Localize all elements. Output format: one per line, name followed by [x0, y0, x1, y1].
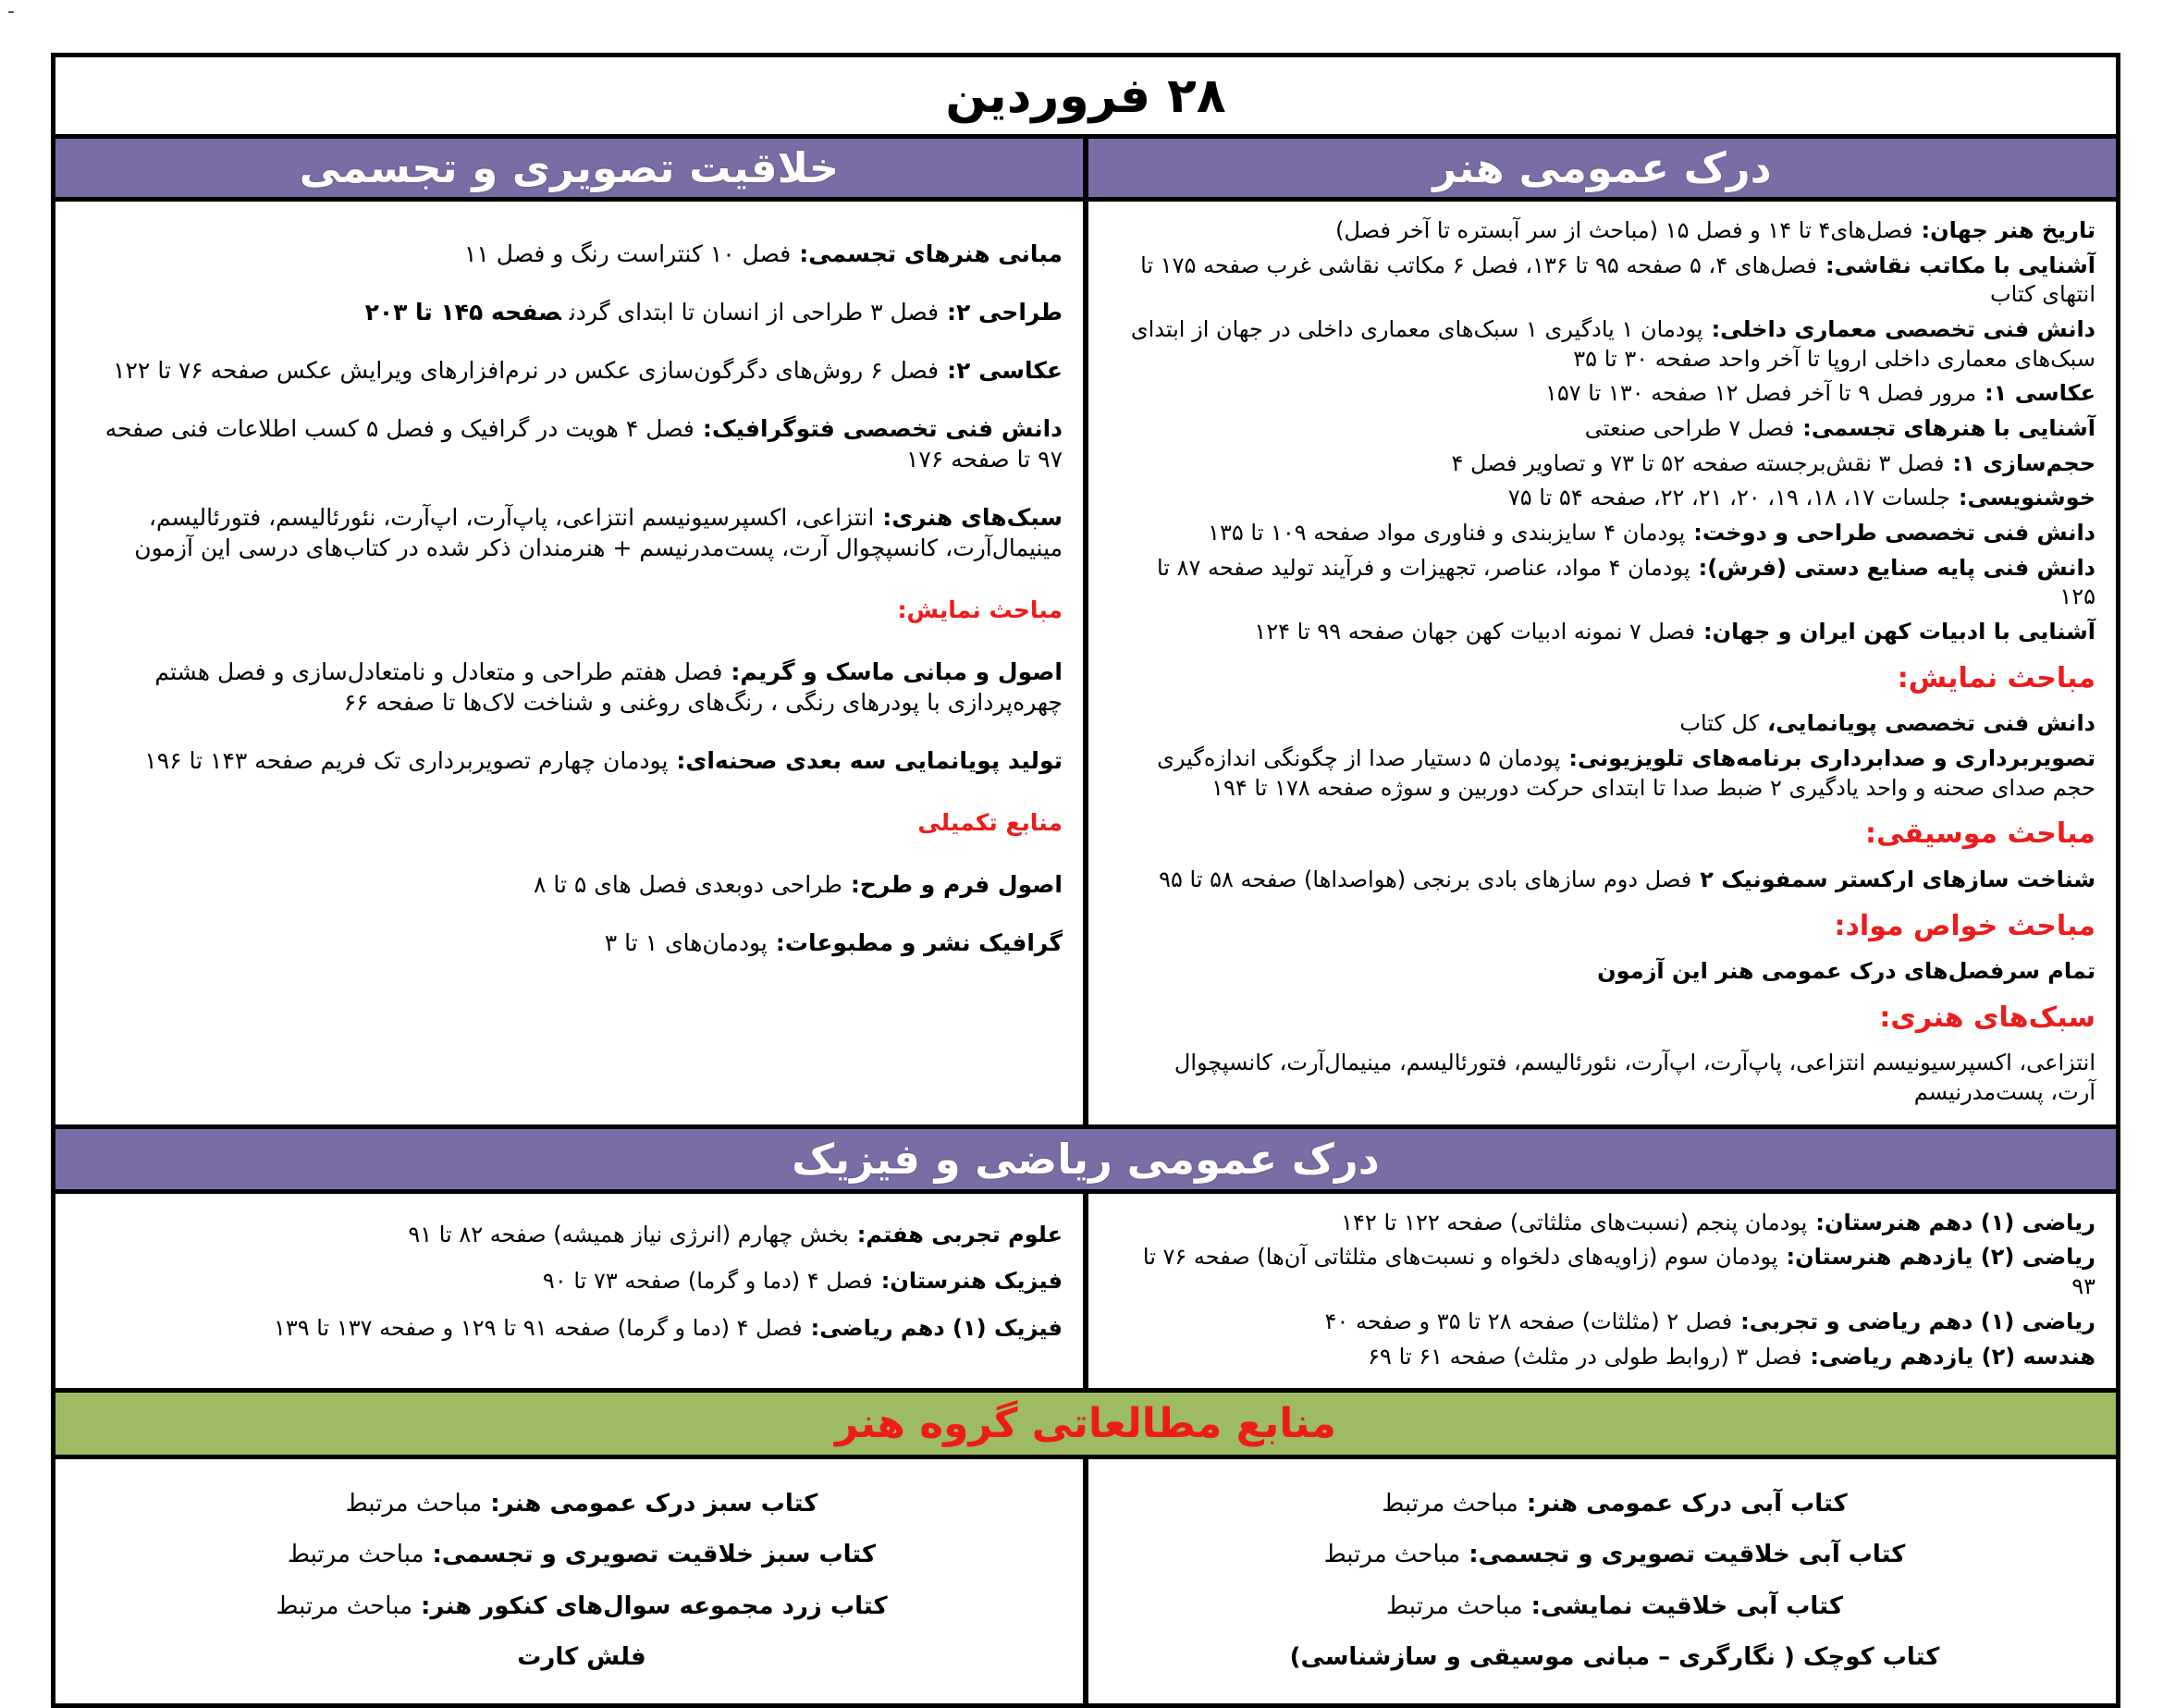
item-book: کتاب زرد مجموعه سوال‌های کنکور هنر:: [421, 1591, 888, 1620]
item-detail: فصل ۴ (دما و گرما) صفحه ۷۳ تا ۹۰: [542, 1268, 873, 1295]
main-content-row: [55, 202, 2116, 1129]
header-math-physics-label: درک عمومی ریاضی و فیزیک: [792, 1134, 1380, 1184]
list-item: [1125, 379, 2095, 409]
list-item: [1125, 709, 2095, 739]
list-item: [1125, 908, 2095, 945]
list-item: [92, 502, 1063, 563]
item-subject: گرافیک نشر و مطبوعات:: [775, 929, 1063, 956]
list-item: [1125, 1049, 2095, 1107]
list-item: [1125, 957, 2095, 987]
list-item: [1125, 449, 2095, 479]
column-visual-creativity: [55, 202, 1088, 1124]
item-detail: فصل ۷ نمونه ادبیات کهن جهان صفحه ۹۹ تا ۱۲۴: [1254, 619, 1695, 645]
item-detail: پودمان‌های ۱ تا ۳: [604, 929, 768, 956]
item-detail: فصل ۴ هویت در گرافیک و فصل ۵ کسب اطلاعات فنی صفحه ۹۷ تا صفحه ۱۷۶: [104, 415, 1063, 473]
list-item: [1125, 660, 2095, 697]
item-detail: پودمان چهارم تصویربرداری تک فریم صفحه ۱۴۳ تا ۱۹۶: [144, 747, 669, 774]
list-item: [92, 1221, 1063, 1250]
item-detail: کل کتاب: [1679, 710, 1760, 737]
list-item: [92, 1539, 1063, 1570]
item-detail: مباحث مرتبط: [1386, 1591, 1523, 1620]
list-item: [92, 239, 1063, 269]
list-item: [92, 1591, 1063, 1622]
header-visual-creativity: [55, 139, 1088, 197]
item-subject: شناخت سازهای ارکستر سمفونیک ۲: [1700, 866, 2095, 892]
item-detail: فصل ۱۰ کنتراست رنگ و فصل ۱۱: [463, 240, 792, 267]
item-book: کتاب کوچک ( نگارگری – مبانی موسیقی و سازشناسی): [1289, 1643, 1940, 1672]
item-detail: پودمان سوم (زاویه‌های دلخواه و نسبت‌های مثلثاتی آن‌ها) صفحه ۷۶ تا ۹۳: [1142, 1244, 2095, 1300]
column-resources-green-books: [55, 1459, 1088, 1703]
header-study-resources: [55, 1393, 2116, 1459]
list-item: [1125, 866, 2095, 895]
item-subject: دانش فنی تخصصی معماری داخلی:: [1711, 316, 2095, 343]
item-subject: تولید پویانمایی سه بعدی صحنه‌ای:: [676, 747, 1063, 774]
item-detail: فصل ۳ نقش‌برجسته صفحه ۵۲ تا ۷۳ و تصاویر فصل ۴: [1451, 449, 1945, 476]
list-item: [1125, 816, 2095, 853]
item-subject: حجم‌سازی ۱:: [1952, 449, 2095, 476]
item-detail: پودمان ۱ یادگیری ۱ سبک‌های معماری داخلی در جهان از ابتدای سبک‌های معماری داخلی اروپا تا آخر واحد صفحه ۳۰ تا ۳۵: [1130, 316, 2095, 372]
item-detail: پودمان ۵ دستیار صدا از چگونگی اندازه‌گیری حجم صدای صحنه و واحد یادگیری ۲ ضبط صدا تا ابتدای حرکت دوربین و سوژه صفحه ۱۷۸ تا ۱۹۴: [1157, 745, 2095, 801]
list-item: [1125, 484, 2095, 513]
item-book: کتاب سبز درک عمومی هنر:: [490, 1490, 818, 1518]
item-subject: دانش فنی تخصصی طراحی و دوخت:: [1693, 520, 2095, 547]
list-item: [1125, 1343, 2095, 1372]
item-subject: فیزیک (۱) دهم ریاضی:: [810, 1315, 1063, 1342]
item-detail: فصل‌های ۴، ۵ صفحه ۹۵ تا ۱۳۶، فصل ۶ مکاتب نقاشی غرب صفحه ۱۷۵ تا انتهای کتاب: [1140, 252, 2095, 308]
item-detail: فصل ۲ (مثلثات) صفحه ۲۸ تا ۳۵ و صفحه ۴۰: [1324, 1308, 1733, 1334]
item-detail: انتزاعی، اکسپرسیونیسم انتزاعی، پاپ‌آرت، اپ‌آرت، نئورئالیسم، فتورئالیسم، مینیمال‌آرت، کانسپچوال آرت، پست‌مدرنیسم + هنرمندان ذکر شده در کتاب‌های درسی این آزمون: [134, 504, 1063, 561]
item-detail: فصل ۳ طراحی از انسان تا ابتدای گردن: [569, 299, 940, 326]
list-item: [1125, 414, 2095, 444]
item-subject: خوشنویسی:: [1958, 485, 2095, 511]
item-book: کتاب سبز خلاقیت تصویری و تجسمی:: [432, 1541, 877, 1569]
item-subject: سبک‌های هنری:: [882, 504, 1063, 531]
date-title-row: [55, 57, 2116, 139]
item-detail: پودمان ۴ مواد، عناصر، تجهیزات و فرآیند تولید صفحه ۸۷ تا ۱۲۵: [1156, 554, 2095, 610]
item-subject: ریاضی (۲) یازدهم هنرستان:: [1786, 1244, 2095, 1271]
item-subject: مباحث نمایش:: [1897, 661, 2095, 694]
list-item: [1125, 1243, 2095, 1301]
item-subject: تمام سرفصل‌های درک عمومی هنر این آزمون: [1597, 958, 2095, 985]
list-item: [92, 928, 1063, 958]
item-detail: طراحی دوبعدی فصل های ۵ تا ۸: [533, 871, 842, 898]
item-subject: فیزیک هنرستان:: [880, 1268, 1063, 1295]
item-detail: فصل ۶ روش‌های دگرگون‌سازی عکس در نرم‌افزارهای ویرایش عکس صفحه ۷۶ تا ۱۲۲: [113, 357, 940, 384]
math-content-row: [55, 1194, 2116, 1393]
item-subject: آشنایی با ادبیات کهن ایران و جهان:: [1703, 619, 2095, 645]
item-subject: دانش فنی تخصصی پویانمایی،: [1767, 710, 2095, 737]
item-subject: سبک‌های هنری:: [1879, 1001, 2095, 1034]
item-subject: آشنایی با مکاتب نقاشی:: [1825, 252, 2095, 278]
list-item: [92, 807, 1063, 838]
item-subject: اصول فرم و طرح:: [850, 871, 1063, 898]
list-item: [1125, 1308, 2095, 1337]
item-subject: عکاسی ۲:: [947, 357, 1063, 384]
item-book: کتاب آبی خلاقیت نمایشی:: [1530, 1591, 1843, 1620]
item-subject: مباحث خواص مواد:: [1834, 909, 2095, 942]
list-item: [92, 869, 1063, 900]
item-detail: پودمان ۴ سایزبندی و فناوری مواد صفحه ۱۰۹ تا ۱۳۵: [1208, 520, 1686, 547]
item-book: کتاب آبی درک عمومی هنر:: [1526, 1490, 1848, 1518]
item-subject: هندسه (۲) یازدهم ریاضی:: [1810, 1343, 2095, 1370]
column-physics: [55, 1194, 1088, 1388]
item-detail: فصل دوم سازهای بادی برنجی (هواصداها) صفحه ۵۸ تا ۹۵: [1159, 866, 1692, 892]
list-item: [1125, 744, 2095, 803]
item-detail: انتزاعی، اکسپرسیونیسم انتزاعی، پاپ‌آرت، اپ‌آرت، نئورئالیسم، فتورئالیسم، مینیمال‌آرت، کانسپچوال آرت، پست‌مدرنیسم: [1174, 1050, 2095, 1106]
list-item: [1125, 315, 2095, 374]
item-subject: مبانی هنرهای تجسمی:: [799, 240, 1063, 267]
list-item: [92, 1314, 1063, 1344]
corner-artifact: -: [7, 0, 15, 23]
date-title: ۲۸ فروردین: [945, 68, 1226, 124]
column-math: [1088, 1194, 2116, 1388]
item-detail: مرور فصل ۹ تا آخر فصل ۱۲ صفحه ۱۳۰ تا ۱۵۷: [1545, 380, 1977, 407]
column-general-art: [1088, 202, 2116, 1124]
item-subject: آشنایی با هنرهای تجسمی:: [1802, 415, 2095, 442]
list-item: [92, 355, 1063, 386]
item-detail: مباحث مرتبط: [1323, 1541, 1461, 1569]
column-resources-blue-books: [1088, 1459, 2116, 1703]
item-subject: عکاسی ۱:: [1985, 380, 2095, 407]
list-item: [1125, 519, 2095, 548]
list-item: [1125, 1539, 2095, 1570]
list-item: [92, 413, 1063, 474]
study-plan-sheet: [51, 53, 2120, 1708]
list-item: [92, 657, 1063, 718]
header-general-art: [1088, 139, 2116, 197]
header-general-art-label: درک عمومی هنر: [1432, 143, 1772, 192]
list-item: [92, 297, 1063, 327]
list-item: [92, 1488, 1063, 1519]
item-subject: ریاضی (۱) دهم ریاضی و تجربی:: [1740, 1308, 2095, 1334]
list-item: [1125, 1000, 2095, 1037]
resources-content-row: [55, 1459, 2116, 1703]
item-subject: دانش فنی تخصصی فتوگرافیک:: [702, 415, 1063, 442]
item-detail: فصل ۴ (دما و گرما) صفحه ۹۱ تا ۱۲۹ و صفحه ۱۳۷ تا ۱۳۹: [273, 1315, 803, 1342]
item-subject: تصویربرداری و صدابرداری برنامه‌های تلویزیونی:: [1568, 745, 2095, 771]
list-item: [1125, 1209, 2095, 1238]
item-subject: ریاضی (۱) دهم هنرستان:: [1815, 1209, 2095, 1235]
item-subject: علوم تجربی هفتم:: [856, 1221, 1063, 1247]
item-detail: مباحث مرتبط: [1382, 1490, 1518, 1518]
item-subject: مباحث موسیقی:: [1865, 817, 2095, 851]
list-item: [1125, 554, 2095, 612]
item-detail: فصل ۳ (روابط طولی در مثلث) صفحه ۶۱ تا ۶۹: [1368, 1343, 1802, 1370]
item-detail: فصل ۷ طراحی صنعتی: [1584, 415, 1795, 442]
item-subject: اصول و مبانی ماسک و گریم:: [731, 658, 1063, 685]
list-item: [1125, 1591, 2095, 1622]
header-study-resources-label: منابع مطالعاتی گروه هنر: [835, 1400, 1336, 1448]
item-subject: مباحث نمایش:: [897, 596, 1063, 623]
item-detail: فصل‌های۴ تا ۱۴ و فصل ۱۵ (مباحث از سر آبستره تا آخر فصل): [1335, 217, 1913, 243]
list-item: [92, 595, 1063, 625]
header-math-physics: [55, 1129, 2116, 1194]
item-subject: منابع تکمیلی: [917, 809, 1063, 836]
list-item: [92, 1641, 1063, 1673]
item-page-range: صفحه ۱۴۵ تا ۲۰۳: [364, 299, 561, 326]
item-detail: مباحث مرتبط: [276, 1591, 413, 1620]
item-detail: مباحث مرتبط: [345, 1490, 483, 1518]
section-header-row: [55, 139, 2116, 202]
item-detail: پودمان پنجم (نسبت‌های مثلثاتی) صفحه ۱۲۲ تا ۱۴۲: [1341, 1209, 1808, 1235]
header-visual-creativity-label: خلاقیت تصویری و تجسمی: [299, 143, 840, 192]
item-detail: فصل هفتم طراحی و متعادل و نامتعادل‌سازی و فصل هشتم چهره‌پردازی با پودرهای رنگی ، رنگ‌های روغنی و شناخت لاک‌ها تا صفحه ۶۶: [154, 658, 1063, 716]
item-subject: تاریخ هنر جهان:: [1921, 217, 2095, 243]
list-item: [1125, 252, 2095, 310]
item-subject: طراحی ۲:: [947, 299, 1063, 326]
item-detail: جلسات ۱۷، ۱۸، ۱۹، ۲۰، ۲۱، ۲۲، صفحه ۵۴ تا ۷۵: [1507, 485, 1950, 511]
item-subject: دانش فنی پایه صنایع دستی (فرش):: [1698, 554, 2095, 581]
list-item: [1125, 1488, 2095, 1519]
item-book: فلش کارت: [517, 1643, 646, 1672]
list-item: [1125, 618, 2095, 647]
item-book: کتاب آبی خلاقیت تصویری و تجسمی:: [1469, 1541, 1906, 1569]
item-detail: بخش چهارم (انرژی نیاز همیشه) صفحه ۸۲ تا ۹۱: [408, 1221, 849, 1247]
list-item: [1125, 1641, 2095, 1673]
list-item: [92, 1267, 1063, 1296]
item-detail: مباحث مرتبط: [287, 1541, 424, 1569]
list-item: [1125, 216, 2095, 246]
list-item: [92, 745, 1063, 776]
